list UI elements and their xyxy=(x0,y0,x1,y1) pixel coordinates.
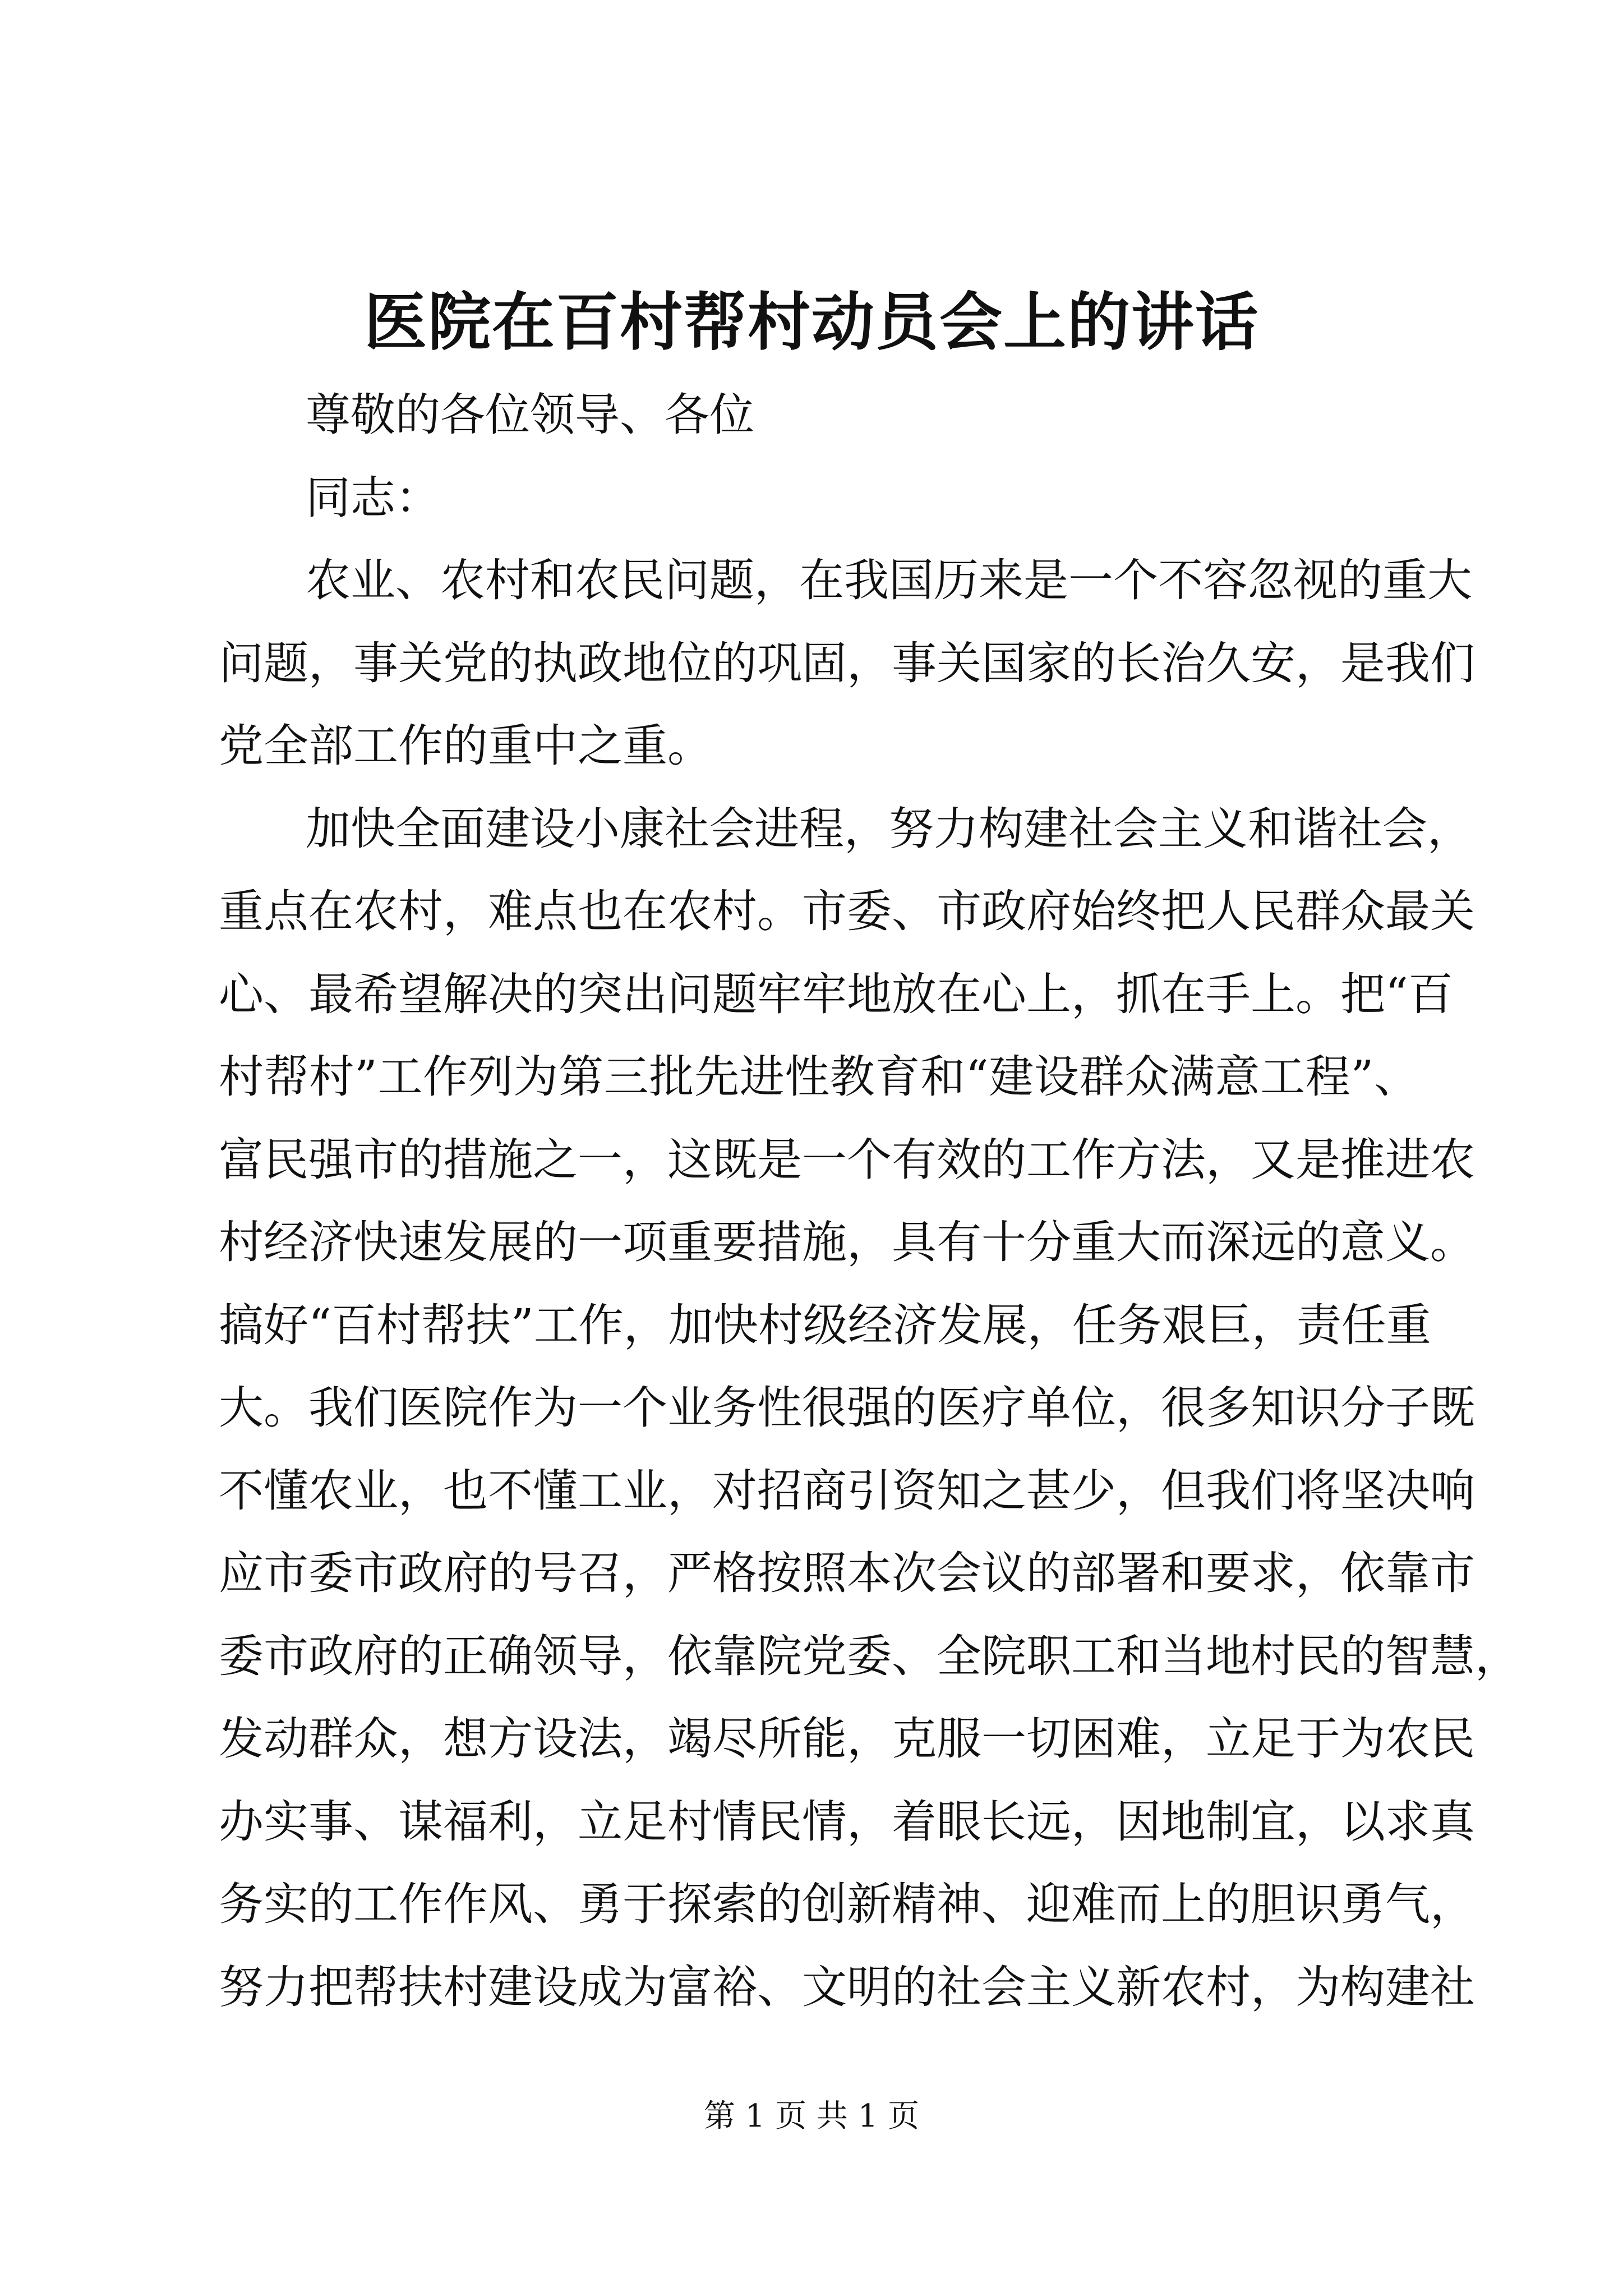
paragraph-line: 心、最希望解决的突出问题牢牢地放在心上，抓在手上。把“百 xyxy=(219,968,1453,1020)
page-footer: 第 1 页 共 1 页 xyxy=(703,2098,920,2134)
paragraph-line: 搞好“百村帮扶”工作，加快村级经济发展，任务艰巨，责任重 xyxy=(219,1299,1431,1351)
paragraph-line: 办实事、谋福利，立足村情民情，着眼长远，因地制宜，以求真 xyxy=(219,1796,1475,1848)
paragraph-line: 富民强市的措施之一，这既是一个有效的工作方法，又是推进农 xyxy=(219,1134,1475,1186)
salutation-line: 同志： xyxy=(306,472,440,524)
paragraph-line: 务实的工作作风、勇于探索的创新精神、迎难而上的胆识勇气， xyxy=(219,1878,1475,1930)
paragraph-line: 委市政府的正确领导，依靠院党委、全院职工和当地村民的智慧， xyxy=(219,1630,1520,1682)
paragraph-line: 应市委市政府的号召，严格按照本次会议的部署和要求，依靠市 xyxy=(219,1547,1475,1599)
paragraph-line: 发动群众，想方设法，竭尽所能，克服一切困难，立足于为农民 xyxy=(219,1713,1475,1765)
document-title: 医院在百村帮村动员会上的讲话 xyxy=(364,286,1259,359)
paragraph-line: 农业、农村和农民问题，在我国历来是一个不容忽视的重大 xyxy=(306,554,1472,606)
paragraph-line: 党全部工作的重中之重。 xyxy=(219,720,712,772)
salutation-line: 尊敬的各位领导、各位 xyxy=(306,389,754,441)
paragraph-line: 加快全面建设小康社会进程，努力构建社会主义和谐社会， xyxy=(306,803,1472,855)
paragraph-line: 大。我们医院作为一个业务性很强的医疗单位，很多知识分子既 xyxy=(219,1382,1475,1434)
paragraph-line: 努力把帮扶村建设成为富裕、文明的社会主义新农村，为构建社 xyxy=(219,1961,1475,2013)
paragraph-line: 村帮村”工作列为第三批先进性教育和“建设群众满意工程”、 xyxy=(219,1051,1419,1103)
paragraph-line: 村经济快速发展的一项重要措施，具有十分重大而深远的意义。 xyxy=(219,1216,1475,1268)
paragraph-line: 不懂农业，也不懂工业，对招商引资知之甚少，但我们将坚决响 xyxy=(219,1465,1475,1517)
paragraph-line: 重点在农村，难点也在农村。市委、市政府始终把人民群众最关 xyxy=(219,885,1475,937)
paragraph-line: 问题，事关党的执政地位的巩固，事关国家的长治久安，是我们 xyxy=(219,637,1475,689)
